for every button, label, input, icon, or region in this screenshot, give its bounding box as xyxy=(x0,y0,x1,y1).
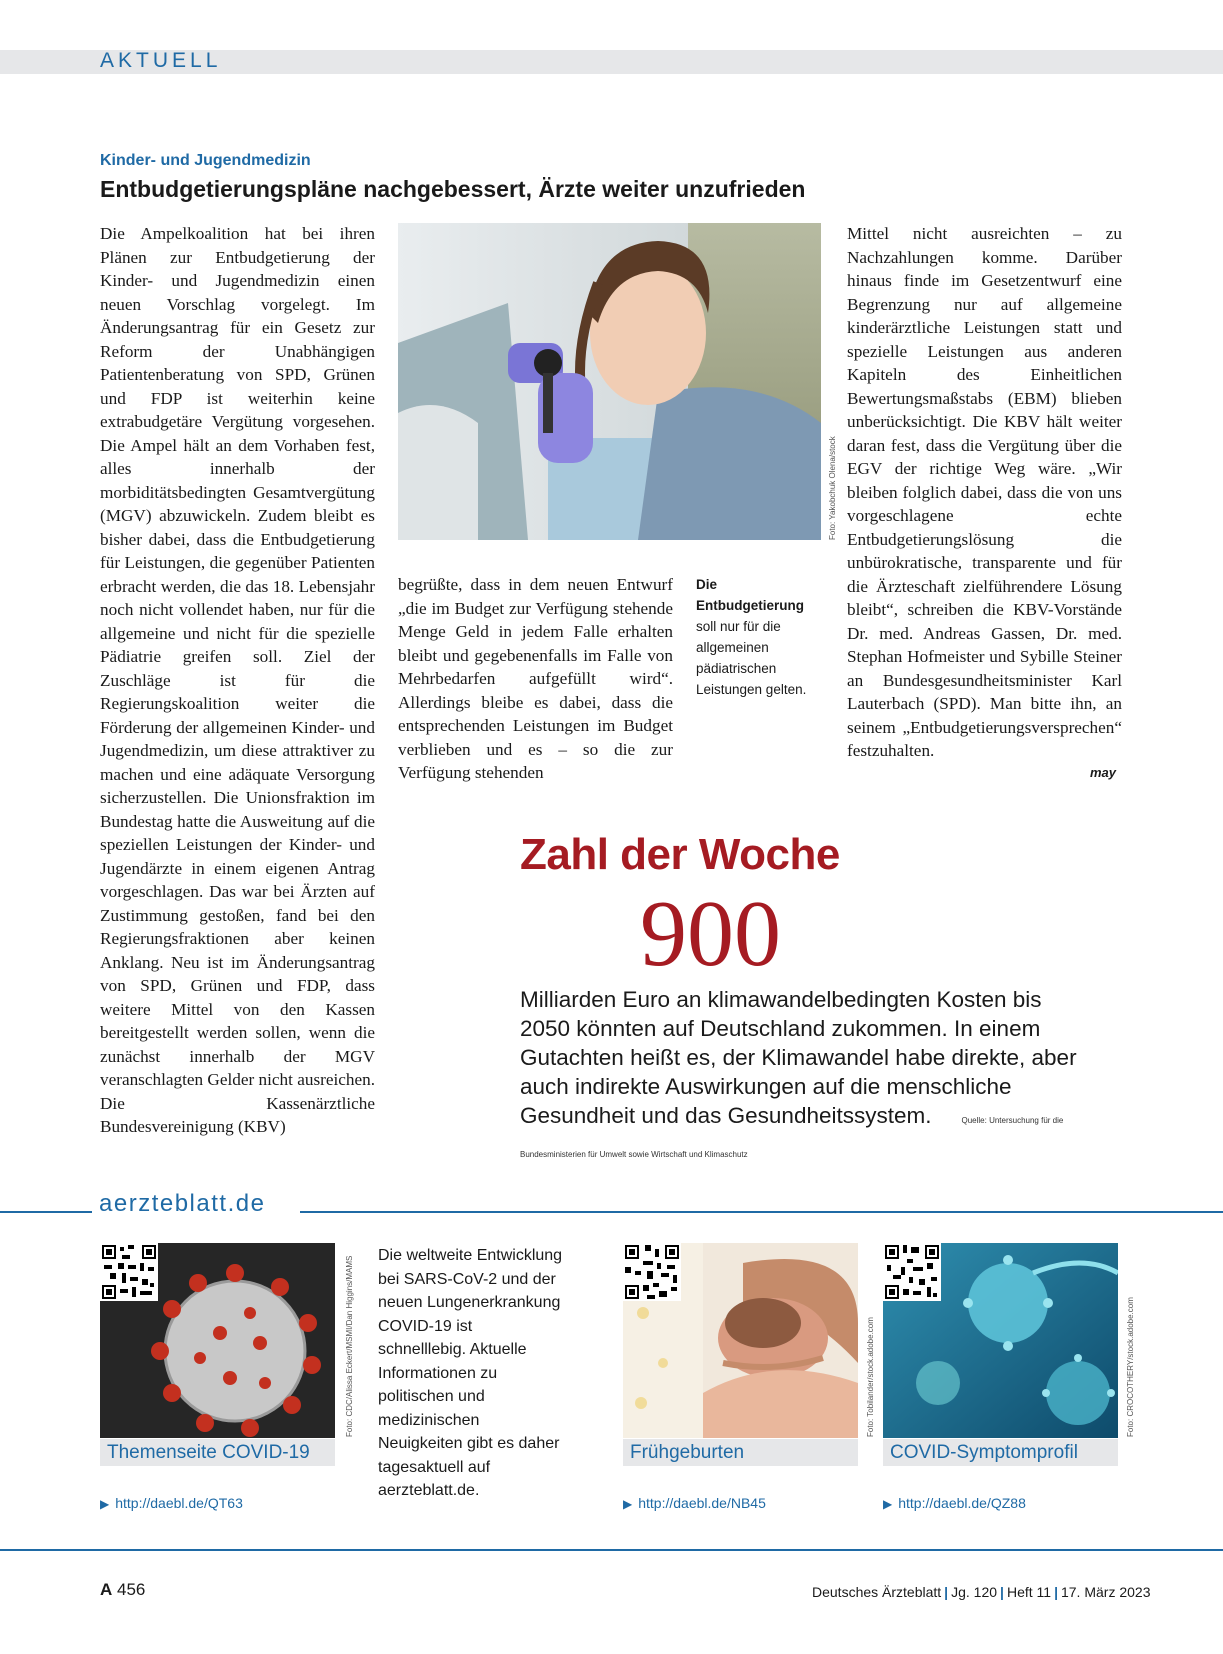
footer-separator: | xyxy=(1000,1584,1004,1600)
caption-bold: Die Entbudgetierung xyxy=(696,577,804,613)
journal-issue: Heft 11 xyxy=(1006,1584,1052,1600)
page-number-value: 456 xyxy=(117,1580,146,1599)
zahl-der-woche-text xyxy=(520,985,1080,1169)
page-number xyxy=(100,1580,145,1600)
tile-photo-credit-symptomprofil: Foto: CROCOTHERY/stock.adobe.com xyxy=(1126,1297,1135,1437)
zahl-der-woche-title: Zahl der Woche xyxy=(520,830,840,879)
section-rule-left xyxy=(0,1211,92,1213)
play-triangle-icon: ▶ xyxy=(883,1497,893,1511)
page-prefix: A xyxy=(100,1580,113,1599)
tile-photo-credit-covid: Foto: CDC/Alissa Eckert/MSMI/Dan Higgins/MAMS xyxy=(345,1255,354,1437)
zahl-der-woche-body: Milliarden Euro an klimawandelbedingten Kosten bis 2050 könnten auf Deutschland zukommen. In einem Gutachten heißt es, der Klimawandel habe direkte, aber auch indirekte Auswirkungen auf die menschliche Gesundheit und das Gesundheitssystem. xyxy=(520,987,1077,1128)
footer-separator: | xyxy=(944,1584,949,1600)
caption-text: soll nur für die allgemeinen pädiatrischen Leistungen gelten. xyxy=(696,619,807,697)
zahl-der-woche-source: Quelle: Untersuchung für die Bundesministerien für Umwelt sowie Wirtschaft und Klimaschutz xyxy=(520,1116,1064,1159)
journal-volume: Jg. 120 xyxy=(951,1584,998,1600)
article-column-1: Die Ampelkoalition hat bei ihren Plänen zur Entbudgetierung der Kinder- und Jugendmedizin einen neuen Vorschlag vorgelegt. Im Änderungsantrag für ein Gesetz zur Reform der Unabhängigen Patientenberatung von SPD, Grünen und FDP ist weiterhin keine extrabudgetäre Vergütung vorgesehen. Die Ampel hält an dem Vorhaben fest, alles innerhalb der morbiditätsbedingten Gesamtvergütung (MGV) abzuwickeln. Zudem bleibt es bisher dabei, dass die Entbudgetierung für Leistungen, die gegenüber Patienten erbracht werden, die das 18. Lebensjahr noch nicht vollendet haben, nur für die allgemeine und nicht für die spezielle Pädiatrie greifen soll. Ziel der Zuschläge ist für die Regierungskoalition weiter die Förderung der allgemeinen Kinder- und Jugendmedizin, um diese attraktiver zu machen und eine adäquate Versorgung sicherzustellen. Die Unionsfraktion im Bundestag hatte die Ausweitung auf die speziellen Leistungen der Kinder- und Jugendärzte in einem eigenen Antrag vorgeschlagen. Das war bei Ärzten auf Zustimmung gestoßen, fand bei den Regierungsfraktionen aber keinen Anklang. Neu ist im Änderungsantrag von SPD, Grünen und FDP, dass weitere Mittel von den Kassen bereitgestellt werden sollen, wenn die zunächst innerhalb der MGV veranschlagten Gelder nicht ausreichen. Die Kassenärztliche Bundesvereinigung (KBV) xyxy=(100,224,375,1136)
author-signature: may xyxy=(1090,765,1117,780)
qr-code-icon xyxy=(623,1243,681,1301)
qr-code-covid[interactable] xyxy=(100,1243,158,1301)
photo-caption xyxy=(696,574,826,700)
tile-link-fruehgeburten[interactable] xyxy=(623,1495,766,1511)
qr-code-symptomprofil[interactable] xyxy=(883,1243,941,1301)
footer-separator: | xyxy=(1054,1584,1058,1600)
journal-footer xyxy=(812,1584,1150,1600)
photo-credit: Foto: Yakobchuk Olena/stock xyxy=(828,436,837,540)
tile-link-text[interactable]: http://daebl.de/NB45 xyxy=(638,1495,766,1511)
web-intro-text: Die weltweite Entwicklung bei SARS-CoV-2 und der neuen Lungenerkrankung COVID-19 ist schnelllebig. Aktuelle Informationen zu politischen und medizinischen Neuigkeiten gibt es daher tagesaktuell auf aerzteblatt.de. xyxy=(378,1247,563,1499)
play-triangle-icon: ▶ xyxy=(100,1497,110,1511)
article-photo xyxy=(398,223,821,540)
tile-link-text[interactable]: http://daebl.de/QT63 xyxy=(115,1495,243,1511)
child-ear-exam-illustration xyxy=(398,223,821,540)
section-label: AKTUELL xyxy=(100,49,222,72)
zahl-der-woche-number: 900 xyxy=(640,882,781,986)
article-headline: Entbudgetierungspläne nachgebessert, Ärzte weiter unzufrieden xyxy=(100,176,806,202)
journal-name: Deutsches Ärzteblatt xyxy=(812,1584,942,1600)
article-column-2: begrüßte, dass in dem neuen Entwurf „die im Budget zur Verfügung stehende Menge Geld in jedem Falle erhalten bleibt und gegebenenfalls im Falle von Mehrbedarfen aufgefüllt wird“. Allerdings bleibe es dabei, dass die entsprechenden Leistungen im Budget verblieben und es – so die zur Verfügung stehenden xyxy=(398,575,673,782)
article-kicker: Kinder- und Jugendmedizin xyxy=(100,152,311,169)
play-triangle-icon: ▶ xyxy=(623,1497,633,1511)
tile-link-symptomprofil[interactable] xyxy=(883,1495,1026,1511)
tile-label-covid[interactable]: Themenseite COVID-19 xyxy=(100,1439,335,1466)
section-rule-right xyxy=(300,1211,1223,1213)
article-column-3: Mittel nicht ausreichten – zu Nachzahlungen komme. Darüber hinaus finde im Gesetzentwurf eine Begrenzung nur auf allgemeine kinderärztliche Leistungen statt und spezielle Leistungen aus anderen Kapiteln des Einheitlichen Bewertungsmaßstabs (EBM) blieben unberücksichtigt. Die KBV hält weiter daran fest, dass die Vergütung über die EGV der richtige Weg wäre. „Wir bleiben folglich dabei, dass die von uns vorgeschlagene echte Entbudgetierungslösung die unbürokratische, transparente und für die Ärzteschaft zielführendere Lösung bleibt“, schreiben die KBV-Vorstände Dr. med. Andreas Gassen, Dr. med. Stephan Hofmeister und Sybille Steiner an Bundesgesundheitsminister Karl Lauterbach (SPD). Man bitte ihn, an seinem „Entbudgetierungsversprechen“ festzuhalten. xyxy=(847,224,1122,760)
journal-date: 17. März 2023 xyxy=(1060,1584,1151,1600)
web-section-label: aerzteblatt.de xyxy=(99,1190,266,1217)
tile-link-text[interactable]: http://daebl.de/QZ88 xyxy=(898,1495,1026,1511)
qr-code-icon xyxy=(883,1243,941,1301)
tile-photo-credit-fruehgeburten: Foto: Tobilander/stock.adobe.com xyxy=(866,1317,875,1437)
tile-link-covid[interactable] xyxy=(100,1495,243,1511)
tile-label-fruehgeburten[interactable]: Frühgeburten xyxy=(623,1439,858,1466)
footer-rule xyxy=(0,1549,1223,1551)
qr-code-fruehgeburten[interactable] xyxy=(623,1243,681,1301)
tile-label-symptomprofil[interactable]: COVID-Symptomprofil xyxy=(883,1439,1118,1466)
qr-code-icon xyxy=(100,1243,158,1301)
